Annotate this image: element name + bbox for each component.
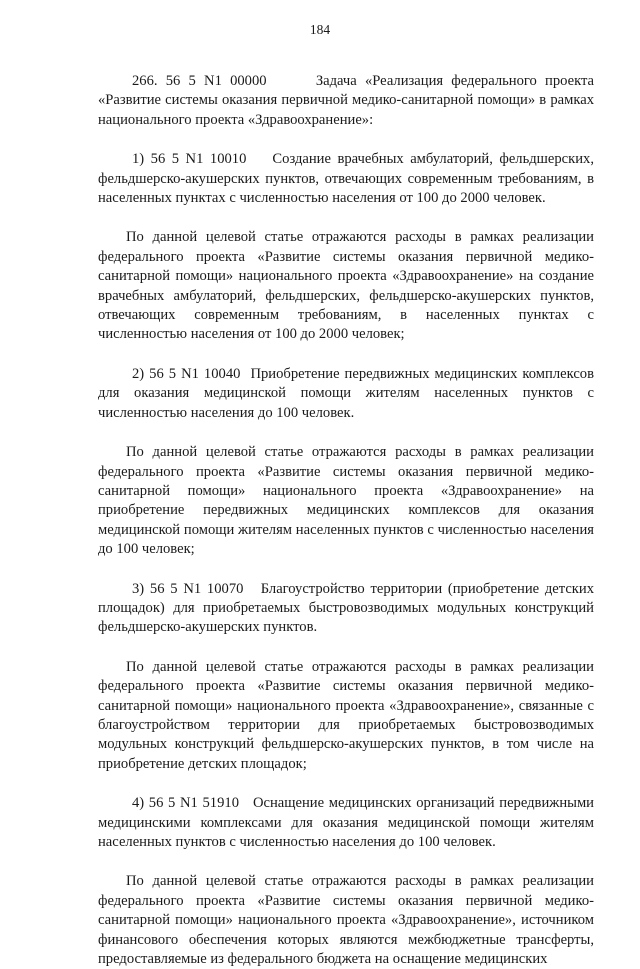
article-description-1: По данной целевой статье отражаются расходы в рамках реализации федерального проекта «Развитие системы оказания первичной медико-санитарной помощи» национального проекта «Здравоохранение» на создание врачебных амбулаторий, фельдшерских, фельдшерско-акушерских пунктов, отвечающих современным требованиям, в населенных пунктах с численностью населения от 100 до 2000 человек;: [98, 229, 594, 343]
article-title: Создание врачебных амбулаторий, фельдшерских, фельдшерско-акушерских пунктов, отвечающих современным требованиям, в населенных пунктах с численностью населения от 100 до 2000 человек.: [98, 151, 595, 207]
article-title: Оснащение медицинских организаций передвижными медицинскими комплексами для оказания медицинской помощи жителям населенных пунктов с численностью населения до 100 человек.: [98, 795, 594, 850]
budget-code: 4) 56 5 N1 51910: [132, 795, 239, 812]
page-number: 184: [309, 22, 331, 37]
article-item-1: [98, 150, 594, 208]
budget-code: 3) 56 5 N1 10070: [132, 580, 244, 597]
article-item-2: [98, 365, 594, 423]
article-item-3: [98, 580, 594, 638]
section-heading-text: Задача «Реализация федерального проекта «Развитие системы оказания первичной медико-санитарной помощи» в рамках национального проекта «Здравоохранение»:: [98, 73, 594, 128]
article-description-3: По данной целевой статье отражаются расходы в рамках реализации федерального проекта «Развитие системы оказания первичной медико-санитарной помощи» национального проекта «Здравоохранение», связанные с благоустройством территории для приобретаемых быстровозводимых модульных конструкций фельдшерско-акушерских пунктов, в том числе на приобретение детских площадок;: [98, 658, 594, 772]
article-description-2: По данной целевой статье отражаются расходы в рамках реализации федерального проекта «Развитие системы оказания первичной медико-санитарной помощи» национального проекта «Здравоохранение» на приобретение передвижных медицинских комплексов для оказания медицинской помощи жителям населенных пунктов с численностью населения до 100 человек;: [98, 444, 594, 558]
article-title: Благоустройство территории (приобретение детских площадок) для приобретаемых быстровозводимых модульных конструкций фельдшерско-акушерских пунктов.: [98, 580, 595, 636]
article-item-4: [98, 794, 594, 852]
budget-code: 2) 56 5 N1 10040: [132, 365, 241, 382]
section-heading: [98, 72, 594, 130]
budget-code: 266. 56 5 N1 00000: [132, 73, 267, 89]
article-title: Приобретение передвижных медицинских комплексов для оказания медицинской помощи жителям населенных пунктов с численностью населения до 100 человек.: [98, 365, 594, 421]
budget-code: 1) 56 5 N1 10010: [132, 151, 247, 168]
document-body: [98, 72, 594, 969]
article-description-4: По данной целевой статье отражаются расходы в рамках реализации федерального проекта «Развитие системы оказания первичной медико-санитарной помощи» национального проекта «Здравоохранение», источником финансового обеспечения которых являются межбюджетные трансферты, предоставляемые из федерального бюджета на оснащение медицинских: [98, 873, 594, 968]
